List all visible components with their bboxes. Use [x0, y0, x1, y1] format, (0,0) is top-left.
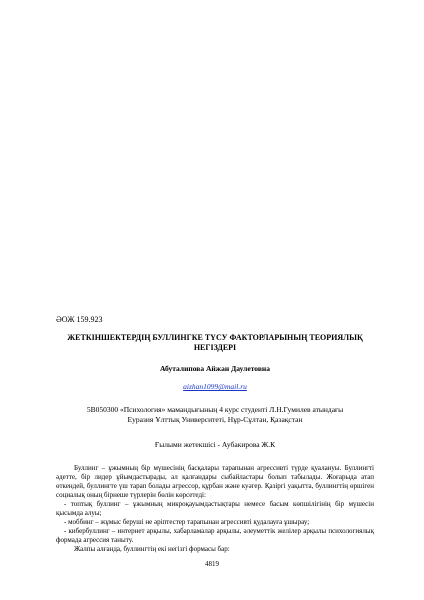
affiliation-line-1: 5В050300 «Психология» мамандығының 4 курс студенті Л.Н.Гумилев атындағы [86, 405, 344, 414]
paragraph-2: Жалпы алғанда, буллингтің екі негізгі формасы бар: [74, 545, 230, 553]
body-text [56, 464, 374, 554]
affiliation-line-2: Еуразия Ұлттық Университеті, Нұр-Сұлтан, Қазақстан [127, 415, 303, 424]
udc-code: ӘОЖ 159.923 [56, 315, 103, 324]
paper-title [56, 333, 374, 353]
author-name: Абуталипова Айжан Даулетовна [160, 364, 270, 373]
title-line-2: НЕГІЗДЕРІ [193, 343, 237, 352]
list-item: - топтық буллинг – ұжымның микроқауымдастықтары немесе басым көпшілігінің бір мүшесін қысымда алуы; [56, 500, 374, 517]
supervisor: Ғылыми жетекшісі - Аубакирова Ж.К [154, 440, 276, 449]
affiliation [56, 405, 374, 425]
author-email-link[interactable]: aizhan1099@mail.ru [183, 382, 247, 391]
list-item: - кибербуллинг – интернет арқылы, хабарламалар арқылы, әлеуметтік желілер арқылы психологиялық формада агрессия таныту. [56, 527, 374, 544]
paragraph-1: Буллинг – ұжымның бір мүшесінің басқалары тарапынан агрессивті түрде қуалануы. Буллингті әдетте, бір лидер ұйымдастырады, ал қалғандары сыбайластары болып табылады. Жоғарыда атап өткендей, буллингте үш тарап болады агрессор, құрбан және куәгер. Қазіргі уақытта, буллингтің өршіген социалық оның бірнеше түрлерін бөлін көрсетеді: [56, 464, 374, 499]
list-item: - моббинг – жұмыс беруші не әріптестер тарапынан агрессивті қудалауға ұшырау; [64, 518, 310, 526]
page-number: 4819 [205, 560, 219, 568]
title-line-1: ЖЕТКІНШЕКТЕРДІҢ БУЛЛИНГКЕ ТҮСУ ФАКТОРЛАРЫНЫҢ ТЕОРИЯЛЫҚ [67, 333, 363, 342]
